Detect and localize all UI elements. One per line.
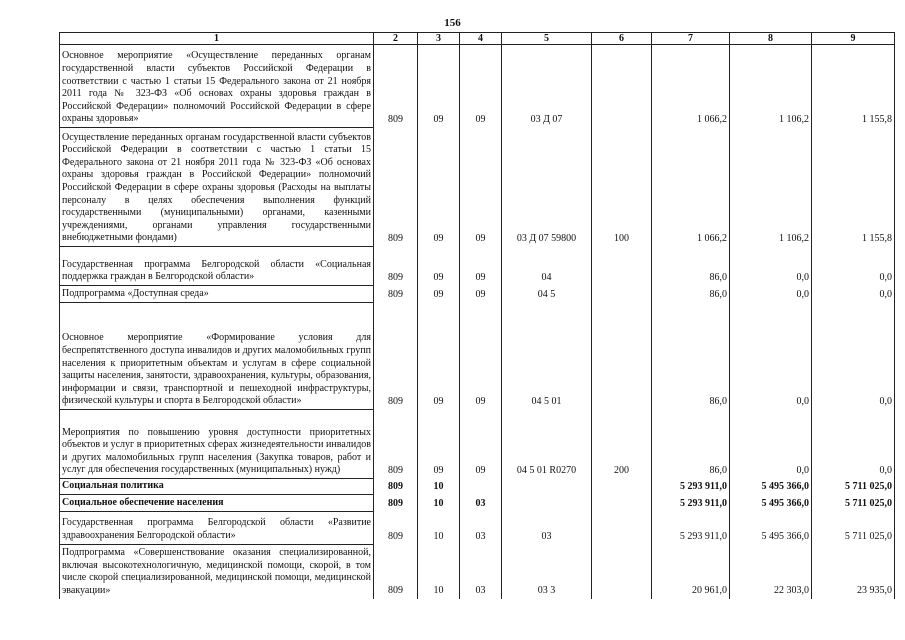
cell-section: 09 bbox=[418, 410, 460, 479]
table-header-row bbox=[60, 33, 895, 45]
row-description: Мероприятия по повышению уровня доступности приоритетных объектов и услуг в приоритетных сферах жизнедеятельности инвалидов и других маломобильных групп населения (Закупка товаров, работ и услуг для обеспечения государственных (муниципальных) нужд) bbox=[60, 410, 374, 479]
cell-ministry: 809 bbox=[374, 410, 418, 479]
cell-section: 09 bbox=[418, 286, 460, 303]
cell-amount-col8: 5 495 366,0 bbox=[730, 479, 812, 495]
row-description: Основное мероприятие «Формирование условия для беспрепятственного доступа инвалидов и других маломобильных групп населения к приоритетным объектам и услугам в сфере социальной защиты населения, занятости, здравоохранения, культуры, образования, информации и связи, транспортной и пешеходной инфраструктуры, физической культуры и спорта в Белгородской области» bbox=[60, 303, 374, 410]
cell-amount-col9: 0,0 bbox=[812, 410, 895, 479]
cell-expense-type bbox=[592, 45, 652, 128]
cell-ministry: 809 bbox=[374, 511, 418, 544]
cell-amount-col9: 1 155,8 bbox=[812, 128, 895, 247]
cell-target-article: 04 bbox=[502, 247, 592, 286]
cell-target-article: 03 bbox=[502, 511, 592, 544]
cell-target-article: 04 5 01 bbox=[502, 303, 592, 410]
cell-subsection: 09 bbox=[460, 128, 502, 247]
cell-ministry: 809 bbox=[374, 494, 418, 511]
cell-amount-col8: 0,0 bbox=[730, 247, 812, 286]
cell-expense-type: 200 bbox=[592, 410, 652, 479]
cell-subsection: 03 bbox=[460, 494, 502, 511]
cell-expense-type bbox=[592, 494, 652, 511]
table-row bbox=[60, 511, 895, 544]
cell-subsection: 03 bbox=[460, 511, 502, 544]
cell-amount-col7: 86,0 bbox=[652, 410, 730, 479]
cell-target-article: 04 5 01 R0270 bbox=[502, 410, 592, 479]
column-header: 6 bbox=[592, 33, 652, 45]
cell-subsection: 09 bbox=[460, 410, 502, 479]
cell-expense-type bbox=[592, 247, 652, 286]
column-header: 4 bbox=[460, 33, 502, 45]
row-description: Государственная программа Белгородской области «Социальная поддержка граждан в Белгородской области» bbox=[60, 247, 374, 286]
table-row bbox=[60, 303, 895, 410]
cell-amount-col8: 5 495 366,0 bbox=[730, 511, 812, 544]
cell-amount-col8: 1 106,2 bbox=[730, 128, 812, 247]
cell-amount-col7: 86,0 bbox=[652, 303, 730, 410]
cell-amount-col7: 1 066,2 bbox=[652, 45, 730, 128]
budget-table bbox=[59, 32, 895, 599]
cell-amount-col8: 1 106,2 bbox=[730, 45, 812, 128]
cell-ministry: 809 bbox=[374, 128, 418, 247]
cell-subsection: 09 bbox=[460, 247, 502, 286]
cell-ministry: 809 bbox=[374, 544, 418, 599]
cell-amount-col7: 5 293 911,0 bbox=[652, 494, 730, 511]
cell-target-article: 03 Д 07 bbox=[502, 45, 592, 128]
cell-amount-col8: 22 303,0 bbox=[730, 544, 812, 599]
cell-amount-col7: 1 066,2 bbox=[652, 128, 730, 247]
column-header: 2 bbox=[374, 33, 418, 45]
cell-amount-col9: 5 711 025,0 bbox=[812, 511, 895, 544]
row-description: Социальная политика bbox=[60, 479, 374, 495]
cell-section: 09 bbox=[418, 303, 460, 410]
table-row bbox=[60, 286, 895, 303]
row-description: Осуществление переданных органам государственной власти субъектов Российской Федерации в соответствии с частью 1 статьи 15 Федерального закона от 21 ноября 2011 года № 323-ФЗ «Об основах охраны здоровья граждан в Российской Федерации» полномочий Российской Федерации в сфере охраны здоровья (Расходы на выплаты персоналу в целях обеспечения выполнения функций государственными (муниципальными) органами, казенными учреждениями, органами управления государственными внебюджетными фондами) bbox=[60, 128, 374, 247]
cell-expense-type: 100 bbox=[592, 128, 652, 247]
cell-ministry: 809 bbox=[374, 479, 418, 495]
table-row bbox=[60, 479, 895, 495]
cell-amount-col7: 20 961,0 bbox=[652, 544, 730, 599]
cell-amount-col9: 5 711 025,0 bbox=[812, 479, 895, 495]
table-row bbox=[60, 128, 895, 247]
cell-amount-col8: 0,0 bbox=[730, 410, 812, 479]
cell-expense-type bbox=[592, 544, 652, 599]
cell-target-article bbox=[502, 479, 592, 495]
cell-section: 09 bbox=[418, 45, 460, 128]
cell-subsection: 03 bbox=[460, 544, 502, 599]
cell-subsection bbox=[460, 479, 502, 495]
row-description: Социальное обеспечение населения bbox=[60, 494, 374, 511]
cell-amount-col9: 5 711 025,0 bbox=[812, 494, 895, 511]
row-description: Подпрограмма «Доступная среда» bbox=[60, 286, 374, 303]
cell-amount-col9: 1 155,8 bbox=[812, 45, 895, 128]
cell-amount-col9: 0,0 bbox=[812, 303, 895, 410]
cell-expense-type bbox=[592, 303, 652, 410]
cell-amount-col9: 0,0 bbox=[812, 286, 895, 303]
cell-target-article: 03 3 bbox=[502, 544, 592, 599]
row-description: Государственная программа Белгородской области «Развитие здравоохранения Белгородской области» bbox=[60, 511, 374, 544]
cell-target-article bbox=[502, 494, 592, 511]
cell-section: 09 bbox=[418, 247, 460, 286]
cell-section: 10 bbox=[418, 511, 460, 544]
column-header: 8 bbox=[730, 33, 812, 45]
cell-target-article: 04 5 bbox=[502, 286, 592, 303]
cell-amount-col9: 0,0 bbox=[812, 247, 895, 286]
row-description: Основное мероприятие «Осуществление переданных органам государственной власти субъектов Российской Федерации в соответствии с частью 1 статьи 15 Федерального закона от 21 ноября 2011 года № 323-ФЗ «Об основах охраны здоровья граждан в Российской Федерации» полномочий Российской Федерации в сфере охраны здоровья» bbox=[60, 45, 374, 128]
cell-ministry: 809 bbox=[374, 45, 418, 128]
cell-amount-col7: 5 293 911,0 bbox=[652, 479, 730, 495]
cell-amount-col8: 0,0 bbox=[730, 303, 812, 410]
cell-amount-col8: 5 495 366,0 bbox=[730, 494, 812, 511]
table-row bbox=[60, 494, 895, 511]
cell-section: 10 bbox=[418, 494, 460, 511]
column-header: 7 bbox=[652, 33, 730, 45]
cell-amount-col7: 86,0 bbox=[652, 286, 730, 303]
column-header: 1 bbox=[60, 33, 374, 45]
cell-section: 09 bbox=[418, 128, 460, 247]
table-row bbox=[60, 544, 895, 599]
cell-ministry: 809 bbox=[374, 247, 418, 286]
table-row bbox=[60, 247, 895, 286]
cell-section: 10 bbox=[418, 479, 460, 495]
cell-expense-type bbox=[592, 511, 652, 544]
column-header: 5 bbox=[502, 33, 592, 45]
page-number: 156 bbox=[444, 17, 461, 29]
cell-section: 10 bbox=[418, 544, 460, 599]
cell-amount-col7: 5 293 911,0 bbox=[652, 511, 730, 544]
cell-subsection: 09 bbox=[460, 45, 502, 128]
cell-amount-col7: 86,0 bbox=[652, 247, 730, 286]
cell-amount-col8: 0,0 bbox=[730, 286, 812, 303]
cell-amount-col9: 23 935,0 bbox=[812, 544, 895, 599]
table-row bbox=[60, 45, 895, 128]
cell-target-article: 03 Д 07 59800 bbox=[502, 128, 592, 247]
cell-subsection: 09 bbox=[460, 286, 502, 303]
cell-subsection: 09 bbox=[460, 303, 502, 410]
column-header: 3 bbox=[418, 33, 460, 45]
table-row bbox=[60, 410, 895, 479]
column-header: 9 bbox=[812, 33, 895, 45]
cell-expense-type bbox=[592, 286, 652, 303]
row-description: Подпрограмма «Совершенствование оказания специализированной, включая высокотехнологичную, медицинской помощи, скорой, в том числе скорой специализированной, медицинской помощи, медицинской эвакуации» bbox=[60, 544, 374, 599]
cell-ministry: 809 bbox=[374, 303, 418, 410]
cell-ministry: 809 bbox=[374, 286, 418, 303]
cell-expense-type bbox=[592, 479, 652, 495]
